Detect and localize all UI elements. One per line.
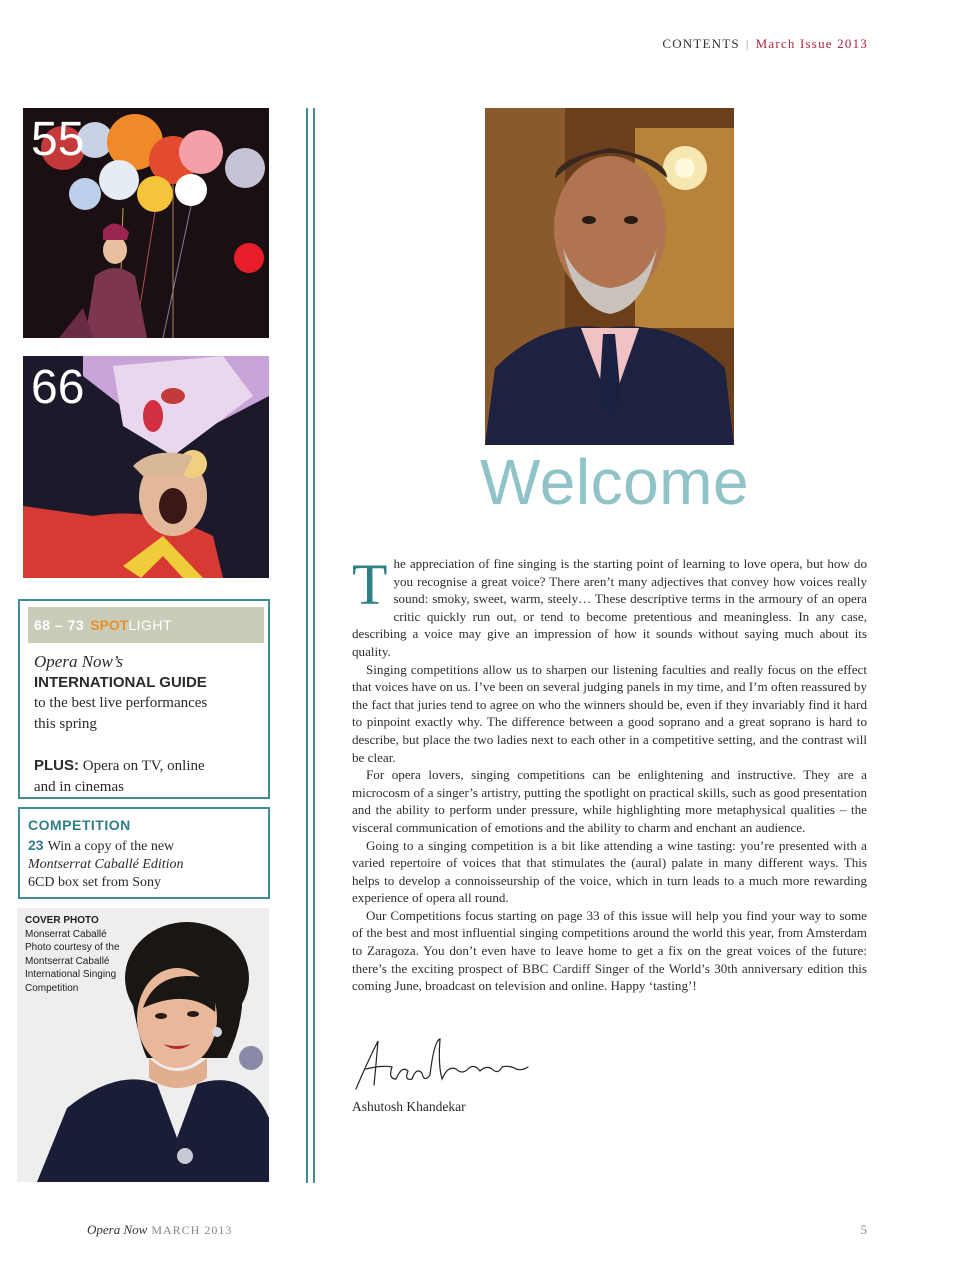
- spotlight-pages: 68 – 73: [34, 617, 85, 633]
- cover-caption-line-5: Competition: [25, 982, 79, 994]
- header-separator: |: [745, 36, 750, 51]
- column-divider-left: [306, 108, 308, 1183]
- signature-image: [352, 1035, 532, 1097]
- spotlight-header: [28, 607, 264, 643]
- footer-date: MARCH 2013: [151, 1223, 233, 1237]
- guide-desc-2: this spring: [34, 716, 97, 732]
- page-number: 5: [860, 1222, 867, 1237]
- page-header: [662, 36, 868, 52]
- paragraph-1-text: he appreciation of fine singing is the starting point of learning to love opera, but how do you recognise a great voice? There aren’t many adjectives that convey how voices really sound: smoky, sweet, warm, steely… These descriptive terms in the armoury of an opera critic quickly run out, or tend to become pretentious and meaningless. In any case, describing a voice may give an impression of how it sounds without saying much about its quality.: [352, 556, 867, 659]
- paragraph-5: Our Competitions focus starting on page 33 of this issue will help you find your way to some of the best and most influential singing competitions around the world this year, from Amsterdam to Zaragoza. You don’t even have to leave home to get a fix on the great voices of the future: there’s the exciting prospect of BBC Cardiff Singer of the World’s 30th anniversary edition this coming June, broadcast on television and online. Happy ‘tasting’!: [352, 907, 867, 994]
- spotlight-box[interactable]: [18, 599, 270, 799]
- cover-caption-title: COVER PHOTO: [25, 915, 99, 926]
- editor-portrait-image: [485, 108, 734, 445]
- competition-box[interactable]: [18, 807, 270, 899]
- competition-title: COMPETITION: [28, 817, 131, 833]
- plus-text-2: and in cinemas: [34, 779, 124, 795]
- plus-label: PLUS:: [34, 757, 79, 774]
- guide-desc-1: to the best live performances: [34, 695, 208, 711]
- page-title: Welcome: [480, 446, 750, 518]
- drop-cap: T: [352, 552, 388, 617]
- editor-portrait: [485, 108, 734, 445]
- spotlight-rest: LIGHT: [128, 617, 173, 633]
- paragraph-3: For opera lovers, singing competitions can be enlightening and instructive. They are a microcosm of a singer’s artistry, putting the spotlight on practical skills, such as good presentation and the ability to perform under pressure, while highlighting more metaphysical qualities – the visceral communication of emotions and the ability to charm and enchant an audience.: [352, 767, 867, 835]
- competition-line-3: 6CD box set from Sony: [28, 875, 161, 890]
- competition-line-2: Montserrat Caballé Edition: [28, 857, 184, 872]
- cover-photo[interactable]: [17, 908, 269, 1182]
- competition-line-1: Win a copy of the new: [47, 839, 175, 854]
- footer-magazine: Opera Now: [87, 1222, 148, 1237]
- plus-text-1: Opera on TV, online: [82, 758, 205, 774]
- column-divider-right: [313, 108, 315, 1183]
- page-number-66: 66: [31, 361, 85, 414]
- paragraph-4: Going to a singing competition is a bit like attending a wine tasting: you’re presented with a varied repertoire of voices that that stimulates the (aural) palate in many different ways. This helps to develop a connoisseurship of the voice, which in turn leads to a much more rewarding experience of opera all round.: [352, 837, 867, 906]
- issue-label: March Issue 2013: [755, 36, 868, 51]
- editorial-article: [352, 552, 867, 995]
- paragraph-2: Singing competitions allow us to sharpen our listening faculties and really focus on the effect that voices have on us. I’ve been on several judging panels in my time, and I’m often reassured by the fact that juries tend to agree on who the winners should be, even if they invariably find it hard to pinpoint exactly why. The difference between a good soprano and a great soprano is hard to describe, but place the two ladies next to each other in a competitive setting, and the contrast will be clear.: [352, 661, 867, 765]
- feature-photo-55[interactable]: [23, 108, 269, 338]
- cover-caption-line-1: Monserrat Caballé: [25, 928, 107, 940]
- guide-title: INTERNATIONAL GUIDE: [34, 674, 207, 691]
- editor-signature: [352, 1035, 532, 1097]
- paragraph-1: [352, 552, 867, 661]
- cover-caption-line-4: International Singing: [25, 969, 117, 980]
- cover-caption-line-2: Photo courtesy of the: [25, 942, 120, 953]
- spotlight-body: [34, 651, 262, 798]
- editor-name: Ashutosh Khandekar: [352, 1099, 466, 1114]
- section-label: CONTENTS: [662, 36, 740, 51]
- cover-caption: [25, 914, 135, 995]
- spotlight-highlight: SPOT: [90, 617, 129, 633]
- cover-caption-line-3: Montserrat Caballé: [25, 955, 110, 967]
- page-footer: [87, 1222, 232, 1238]
- feature-photo-66[interactable]: [23, 356, 269, 578]
- competition-body: [28, 836, 262, 892]
- page-number-55: 55: [31, 113, 85, 166]
- magazine-name: Opera Now’s: [34, 652, 123, 671]
- competition-page: 23: [28, 837, 44, 853]
